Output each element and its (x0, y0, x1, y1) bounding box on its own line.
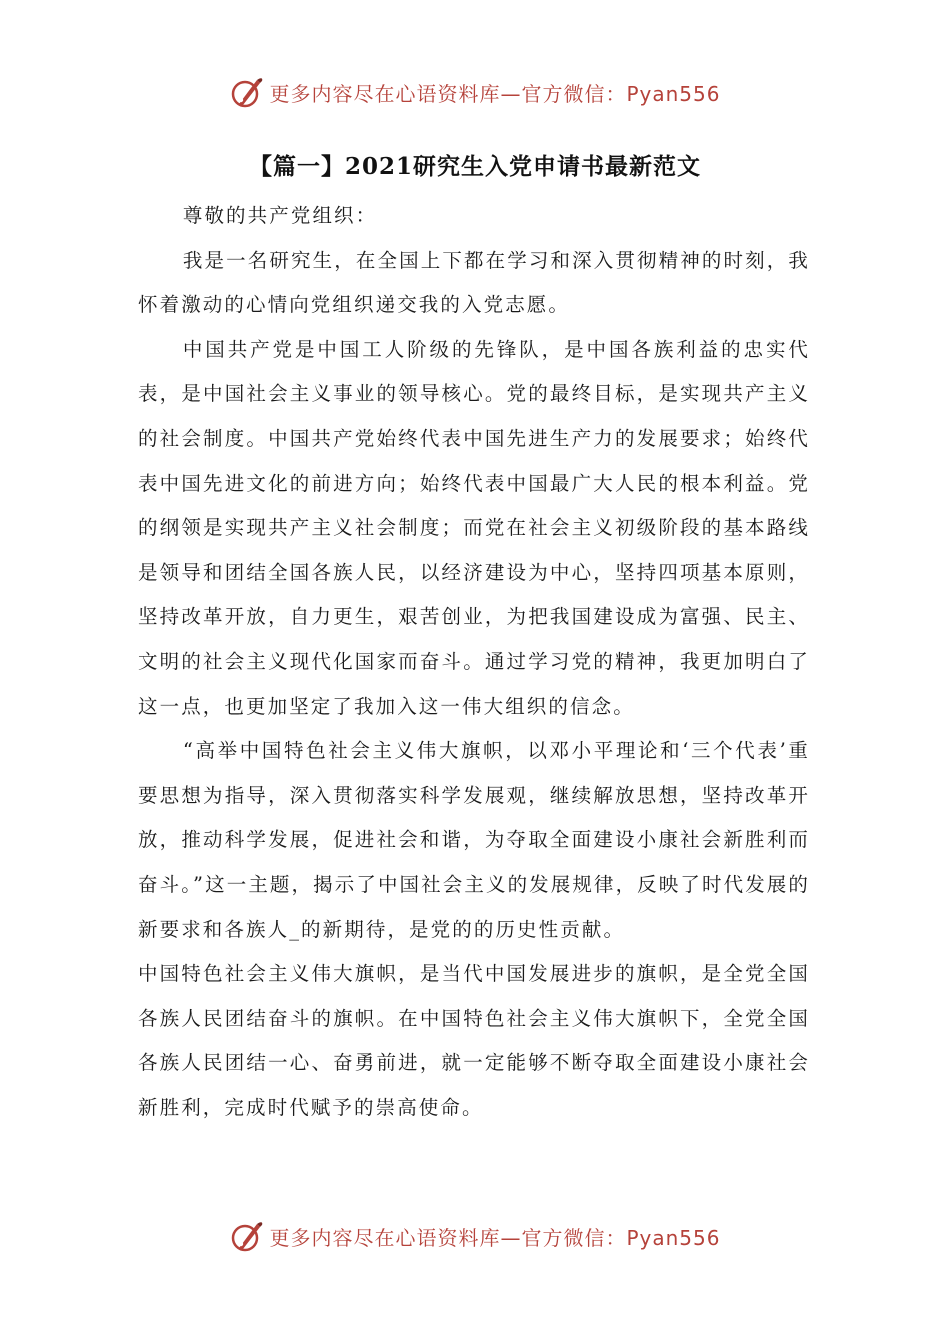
paragraph-1: 我是一名研究生，在全国上下都在学习和深入贯彻精神的时刻，我怀着激动的心情向党组织递交我的入党志愿。 (138, 248, 810, 317)
paragraph-4: 中国特色社会主义伟大旗帜，是当代中国发展进步的旗帜，是全党全国各族人民团结奋斗的旗帜。在中国特色社会主义伟大旗帜下，全党全国各族人民团结一心、奋勇前进，就一定能够不断夺取全面建设小康社会新胜利，完成时代赋予的崇高使命。 (138, 962, 810, 1119)
header-banner (0, 70, 950, 114)
header-banner-text: 更多内容尽在心语资料库—官方微信：Pyan556 (269, 81, 721, 106)
salutation: 尊敬的共产党组织： (182, 204, 378, 227)
paragraph-2: 中国共产党是中国工人阶级的先锋队，是中国各族利益的忠实代表，是中国社会主义事业的领导核心。党的最终目标，是实现共产主义的社会制度。中国共产党始终代表中国先进生产力的发展要求；始终代表中国先进文化的前进方向；始终代表中国最广大人民的根本利益。党的纲领是实现共产主义社会制度；而党在社会主义初级阶段的基本路线是领导和团结全国各族人民，以经济建设为中心，坚持四项基本原则，坚持改革开放，自力更生，艰苦创业，为把我国建设成为富强、民主、文明的社会主义现代化国家而奋斗。通过学习党的精神，我更加明白了这一点，也更加坚定了我加入这一伟大组织的信念。 (138, 337, 810, 718)
document-title: 【篇一】2021研究生入党申请书最新范文 (248, 153, 701, 180)
quill-pen-logo-icon (229, 1218, 265, 1254)
paragraph-3: “高举中国特色社会主义伟大旗帜，以邓小平理论和‘三个代表’重要思想为指导，深入贯彻落实科学发展观，继续解放思想，坚持改革开放，推动科学发展，促进社会和谐，为夺取全面建设小康社会新胜利而奋斗。”这一主题，揭示了中国社会主义的发展规律，反映了时代发展的新要求和各族人_的新期待，是党的的历史性贡献。 (138, 739, 810, 941)
document-body (138, 194, 810, 1130)
footer-banner-text: 更多内容尽在心语资料库—官方微信：Pyan556 (269, 1225, 721, 1250)
footer-banner (0, 1214, 950, 1258)
quill-pen-logo-icon (229, 74, 265, 110)
